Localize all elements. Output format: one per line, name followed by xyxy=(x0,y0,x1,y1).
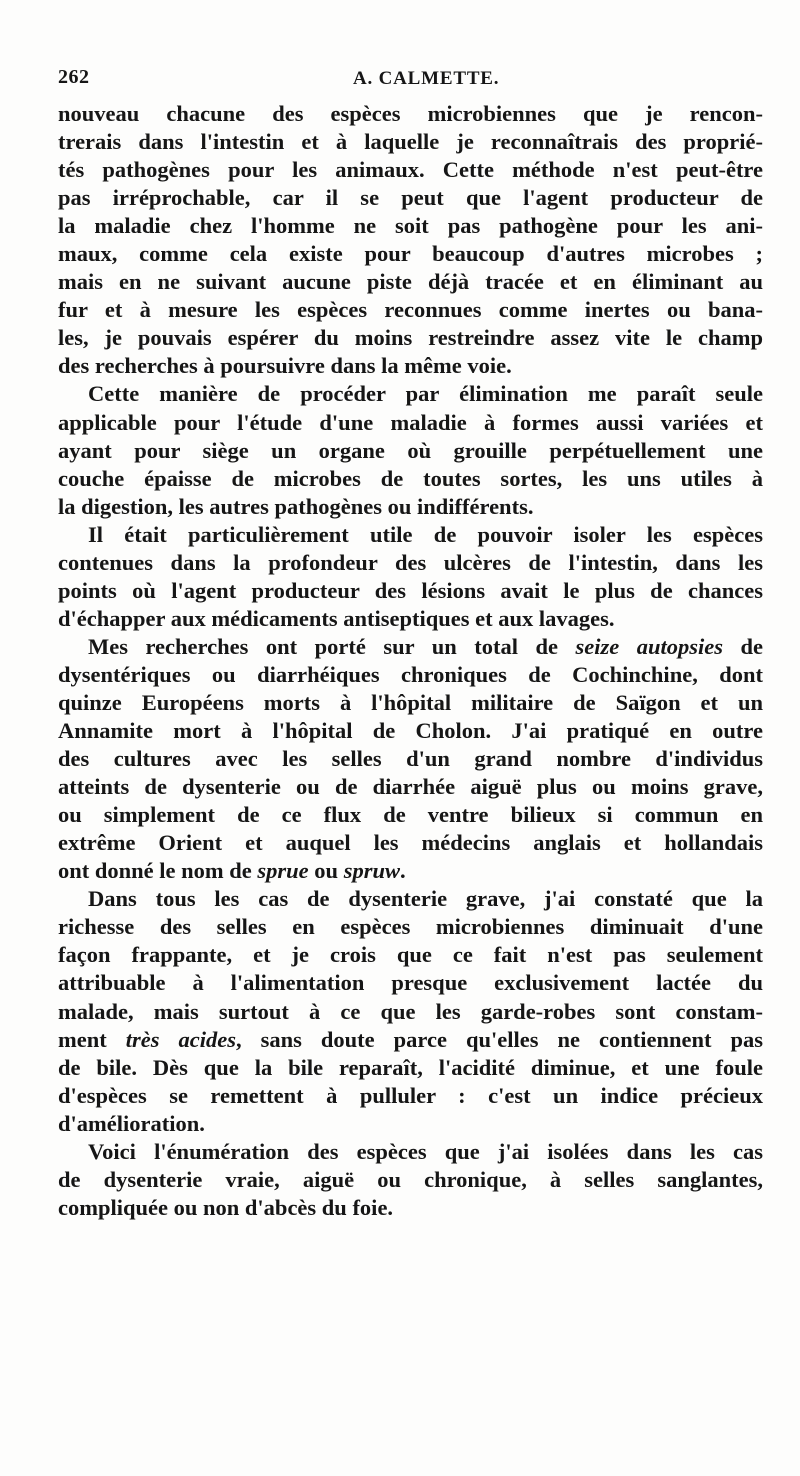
line-text: des recherches à poursuivre dans la même voie. xyxy=(58,353,512,379)
line-text: Mes recherches ont porté sur un total de xyxy=(88,633,576,659)
line-text: Annamite mort à l'hôpital de Cholon. J'ai pratiqué en outre xyxy=(58,718,763,744)
text-line xyxy=(58,605,763,633)
text-line xyxy=(58,885,763,913)
text-line xyxy=(58,409,763,437)
text-line xyxy=(58,128,763,156)
text-line xyxy=(58,549,763,577)
line-text: la maladie chez l'homme ne soit pas pathogène pour les ani- xyxy=(58,213,763,239)
line-text: d'espèces se remettent à pulluler : c'est un indice précieux xyxy=(58,1082,763,1108)
line-text: d'amélioration. xyxy=(58,1110,205,1136)
text-line xyxy=(58,1166,763,1194)
line-text: des cultures avec les selles d'un grand nombre d'individus xyxy=(58,746,763,772)
line-text: attribuable à l'alimentation presque exclusivement lactée du xyxy=(58,970,763,996)
text-line xyxy=(58,998,763,1026)
line-text: . xyxy=(399,858,406,884)
text-line xyxy=(58,633,763,661)
text-line xyxy=(58,268,763,296)
text-line xyxy=(58,156,763,184)
line-text: ou xyxy=(308,858,344,884)
line-text: quinze Européens morts à l'hôpital militaire de Saïgon et un xyxy=(58,689,763,715)
italic-text: très acides xyxy=(125,1026,236,1052)
line-text: trerais dans l'intestin et à laquelle je reconnaîtrais des proprié- xyxy=(58,129,763,155)
text-line xyxy=(58,829,763,857)
line-text: compliquée ou non d'abcès du foie. xyxy=(58,1194,394,1220)
text-line xyxy=(58,352,763,380)
text-line xyxy=(58,969,763,997)
line-text: richesse des selles en espèces microbiennes diminuait d'une xyxy=(58,914,763,940)
text-line xyxy=(58,857,763,885)
line-text: nouveau chacune des espèces microbiennes que je rencon- xyxy=(58,101,763,126)
italic-text: seize autopsies xyxy=(575,633,723,659)
text-line xyxy=(58,745,763,773)
text-line xyxy=(58,941,763,969)
line-text: couche épaisse de microbes de toutes sortes, les uns utiles à xyxy=(58,465,763,491)
text-line xyxy=(58,296,763,324)
text-line xyxy=(58,324,763,352)
text-line xyxy=(58,465,763,493)
line-text: applicable pour l'étude d'une maladie à formes aussi variées et xyxy=(58,409,763,435)
text-line xyxy=(58,1194,763,1222)
text-line xyxy=(58,1026,763,1054)
line-text: de dysenterie vraie, aiguë ou chronique, à selles sanglantes, xyxy=(58,1166,763,1192)
text-line xyxy=(58,577,763,605)
italic-text: sprue xyxy=(257,858,309,884)
text-line xyxy=(58,773,763,801)
line-text: ayant pour siège un organe où grouille perpétuellement une xyxy=(58,437,763,463)
body-text xyxy=(58,100,763,1222)
text-line xyxy=(58,437,763,465)
line-text: Cette manière de procéder par élimination me paraît seule xyxy=(88,381,763,407)
line-text: malade, mais surtout à ce que les garde-robes sont constam- xyxy=(58,998,763,1024)
line-text: de bile. Dès que la bile reparaît, l'acidité diminue, et une foule xyxy=(58,1054,763,1080)
text-line xyxy=(58,717,763,745)
line-text: tés pathogènes pour les animaux. Cette méthode n'est peut-être xyxy=(58,157,763,183)
line-text: ment xyxy=(58,1026,126,1052)
text-line xyxy=(58,212,763,240)
italic-text: spruw xyxy=(343,858,400,884)
line-text: , sans doute parce qu'elles ne contiennent pas xyxy=(235,1026,763,1052)
line-text: façon frappante, et je crois que ce fait n'est pas seulement xyxy=(58,942,763,968)
line-text: d'échapper aux médicaments antiseptiques et aux lavages. xyxy=(58,605,615,631)
line-text: maux, comme cela existe pour beaucoup d'autres microbes ; xyxy=(58,241,763,267)
line-text: dysentériques ou diarrhéiques chroniques de Cochinchine, dont xyxy=(58,661,763,687)
line-text: points où l'agent producteur des lésions avait le plus de chances xyxy=(58,577,763,603)
text-line xyxy=(58,1138,763,1166)
text-line xyxy=(58,661,763,689)
line-text: extrême Orient et auquel les médecins anglais et hollandais xyxy=(58,830,763,856)
running-head-author: A. CALMETTE. xyxy=(353,68,500,89)
page-number: 262 xyxy=(58,66,90,88)
text-line xyxy=(58,521,763,549)
text-line xyxy=(58,380,763,408)
text-line xyxy=(58,240,763,268)
running-head xyxy=(58,66,778,92)
line-text: mais en ne suivant aucune piste déjà tracée et en éliminant au xyxy=(58,269,763,295)
line-text: la digestion, les autres pathogènes ou indifférents. xyxy=(58,493,534,519)
line-text: les, je pouvais espérer du moins restreindre assez vite le champ xyxy=(58,325,763,351)
line-text: atteints de dysenterie ou de diarrhée aiguë plus ou moins grave, xyxy=(58,774,763,800)
line-text: Voici l'énumération des espèces que j'ai isolées dans les cas xyxy=(88,1138,763,1164)
line-text: contenues dans la profondeur des ulcères de l'intestin, dans les xyxy=(58,549,763,575)
line-text: pas irréprochable, car il se peut que l'agent producteur de xyxy=(58,185,763,211)
text-line xyxy=(58,801,763,829)
text-line xyxy=(58,913,763,941)
line-text: ont donné le nom de xyxy=(58,858,258,884)
text-line xyxy=(58,100,763,128)
line-text: ou simplement de ce flux de ventre bilieux si commun en xyxy=(58,802,763,828)
line-text: fur et à mesure les espèces reconnues comme inertes ou bana- xyxy=(58,297,763,323)
line-text: Il était particulièrement utile de pouvoir isoler les espèces xyxy=(88,521,763,547)
text-line xyxy=(58,493,763,521)
line-text: de xyxy=(722,633,763,659)
text-line xyxy=(58,1082,763,1110)
text-line xyxy=(58,1110,763,1138)
text-line xyxy=(58,184,763,212)
text-line xyxy=(58,1054,763,1082)
text-line xyxy=(58,689,763,717)
line-text: Dans tous les cas de dysenterie grave, j'ai constaté que la xyxy=(88,886,763,912)
